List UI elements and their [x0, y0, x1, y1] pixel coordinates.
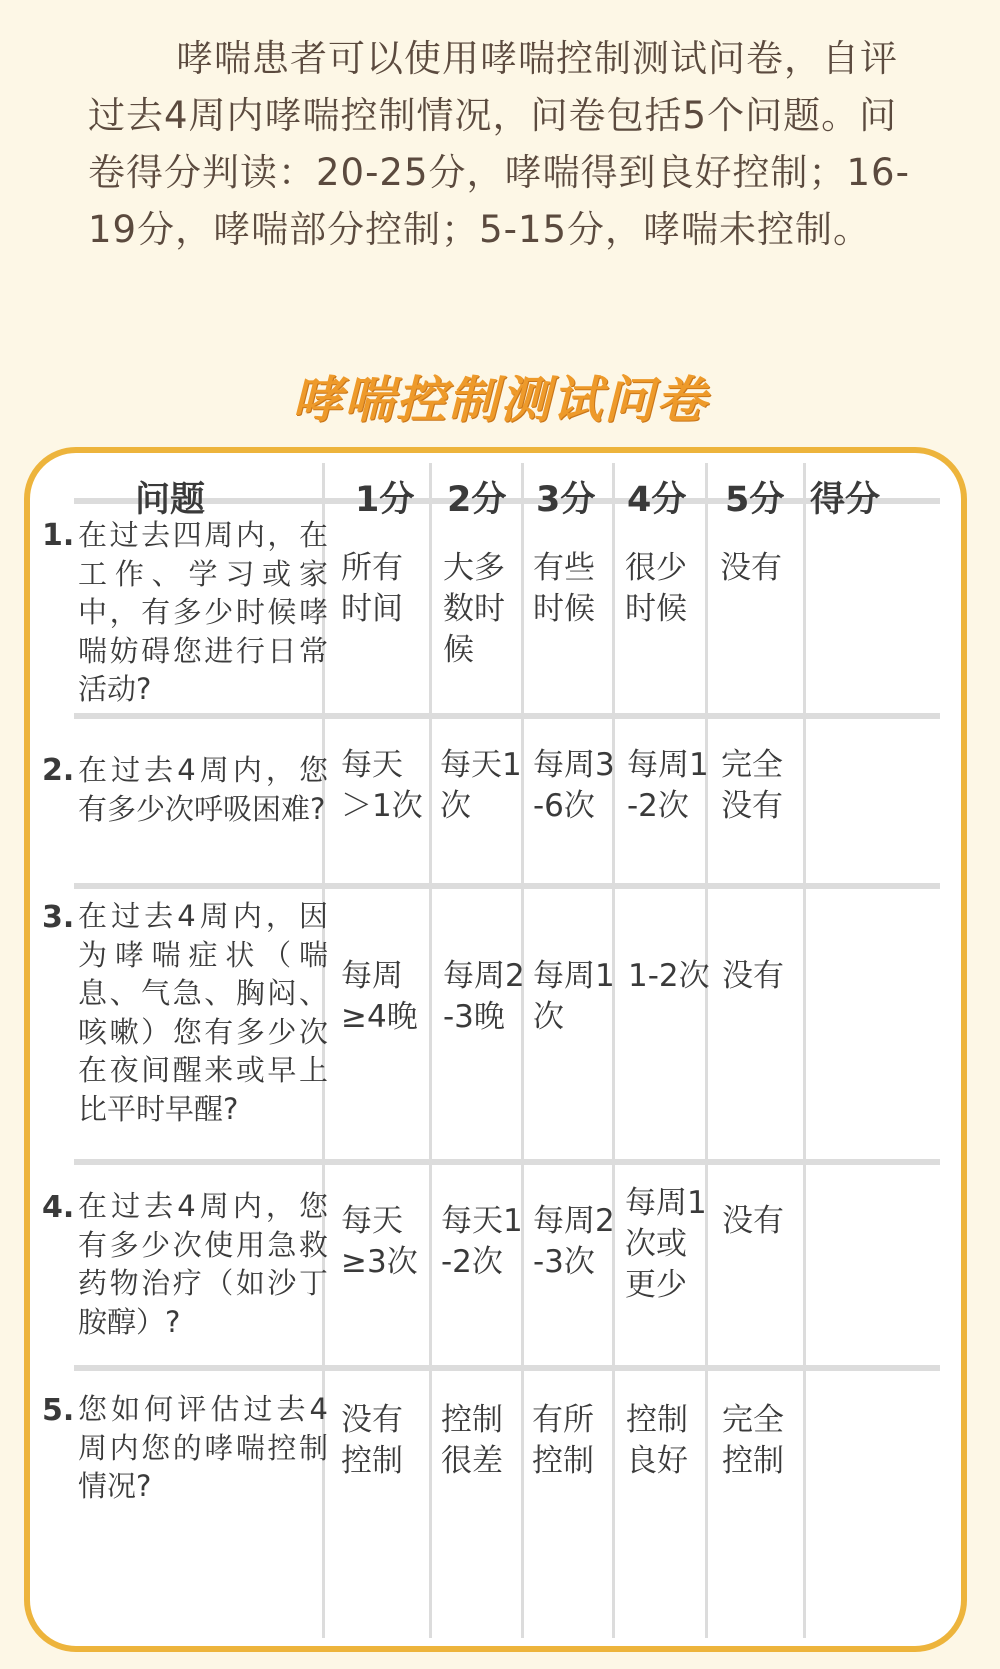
question-text: 在过去4周内，因为哮喘症状（喘息、气急、胸闷、咳嗽）您有多少次在夜间醒来或早上比平时早醒? [78, 899, 328, 1126]
option-score-2: 每天1次 [440, 747, 522, 824]
question-number: 4. [42, 1190, 75, 1225]
questionnaire-title: 哮喘控制测试问卷 [292, 371, 708, 429]
header-question: 问题 [135, 480, 206, 520]
option-score-4: 每周1次或更少 [625, 1185, 707, 1303]
option-score-1: 每天＞1次 [341, 747, 423, 824]
column-divider [429, 463, 432, 1638]
question-number: 2. [42, 753, 75, 788]
header-score-total: 得分 [810, 480, 881, 520]
score-entry-cell[interactable] [810, 520, 930, 700]
question-number: 5. [42, 1393, 75, 1428]
option-score-1: 没有控制 [341, 1402, 403, 1479]
option-score-1: 每天≥3次 [341, 1203, 418, 1280]
question-text: 在过去4周内，您有多少次使用急救药物治疗（如沙丁胺醇）? [78, 1189, 328, 1339]
row-divider [74, 713, 940, 719]
score-entry-cell[interactable] [810, 1377, 920, 1577]
option-score-5: 完全控制 [722, 1402, 784, 1479]
header-score-4: 4分 [627, 480, 687, 520]
row-divider [74, 1365, 940, 1371]
option-score-4: 1-2次 [628, 958, 710, 994]
header-score-1: 1分 [355, 480, 415, 520]
header-score-3: 3分 [536, 480, 596, 520]
option-score-4: 很少时候 [625, 550, 687, 627]
score-entry-cell[interactable] [810, 895, 930, 1150]
option-score-3: 有所控制 [532, 1402, 594, 1479]
option-score-5: 没有 [722, 1203, 784, 1239]
option-score-3: 有些时候 [533, 550, 595, 627]
row-divider [74, 883, 940, 889]
option-score-3: 每周2-3次 [533, 1203, 615, 1280]
option-score-3: 每周1次 [533, 958, 615, 1035]
score-entry-cell[interactable] [810, 725, 930, 875]
row-divider [74, 1159, 940, 1165]
option-score-2: 大多数时候 [443, 550, 505, 668]
header-score-5: 5分 [725, 480, 785, 520]
option-score-5: 没有 [720, 550, 782, 586]
score-entry-cell[interactable] [810, 1171, 930, 1356]
question-text: 在过去四周内，在工作、学习或家中，有多少时候哮喘妨碍您进行日常活动? [78, 518, 328, 706]
option-score-3: 每周3-6次 [533, 747, 615, 824]
question-text: 在过去4周内，您有多少次呼吸困难? [78, 753, 328, 826]
question-number: 1. [42, 518, 75, 553]
option-score-1: 每周≥4晚 [341, 958, 418, 1035]
option-score-2: 每天1-2次 [441, 1203, 523, 1280]
question-text: 您如何评估过去4周内您的哮喘控制情况? [78, 1392, 328, 1503]
option-score-2: 控制很差 [441, 1402, 503, 1479]
option-score-5: 没有 [722, 958, 784, 994]
option-score-1: 所有时间 [341, 550, 403, 627]
option-score-4: 每周1-2次 [627, 747, 709, 824]
option-score-5: 完全没有 [721, 747, 783, 824]
option-score-2: 每周2-3晚 [443, 958, 525, 1035]
option-score-4: 控制良好 [626, 1402, 688, 1479]
question-number: 3. [42, 900, 75, 935]
intro-paragraph: 哮喘患者可以使用哮喘控制测试问卷，自评过去4周内哮喘控制情况，问卷包括5个问题。问卷得分判读：20-25分，哮喘得到良好控制；16-19分，哮喘部分控制；5-15分，哮喘未控制。 [88, 37, 910, 251]
header-score-2: 2分 [447, 480, 507, 520]
